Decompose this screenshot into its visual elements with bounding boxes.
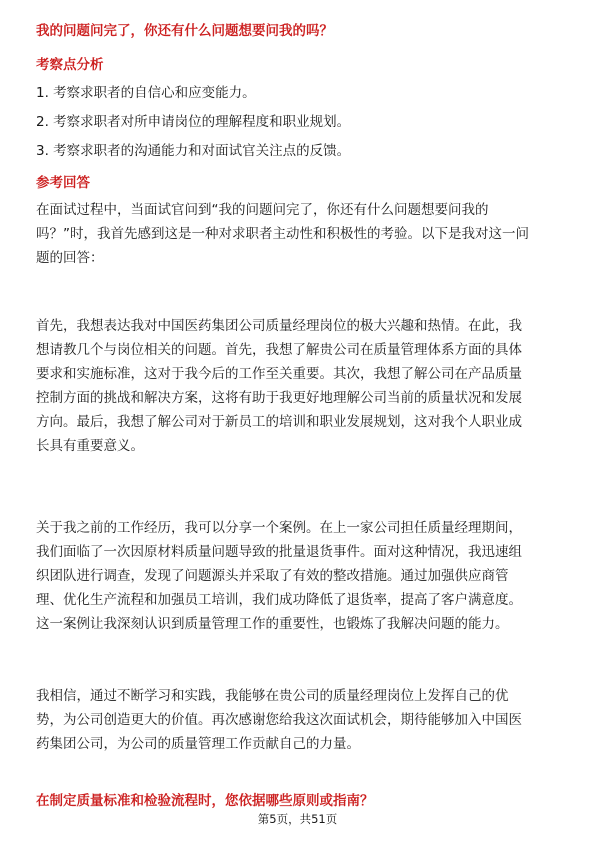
paragraph-line: 要求和实施标准，这对于我今后的工作至关重要。其次，我想了解公司在产品质量 — [36, 366, 522, 382]
paragraph-line: 理、优化生产流程和加强员工培训，我们成功降低了退货率，提高了客户满意度。 — [36, 592, 522, 608]
question-heading: 我的问题问完了，你还有什么问题想要问我的吗？ — [36, 23, 333, 39]
answer-paragraph-questions — [36, 314, 566, 458]
paragraph-line: 关于我之前的工作经历，我可以分享一个案例。在上一家公司担任质量经理期间， — [36, 520, 522, 536]
paragraph-line: 我相信，通过不断学习和实践，我能够在贵公司的质量经理岗位上发挥自己的优 — [36, 688, 509, 704]
paragraph-line: 想请教几个与岗位相关的问题。首先，我想了解贵公司在质量管理体系方面的具体 — [36, 342, 522, 358]
paragraph-line: 织团队进行调查，发现了问题源头并采取了有效的整改措施。通过加强供应商管 — [36, 568, 509, 584]
paragraph-line: 首先，我想表达我对中国医药集团公司质量经理岗位的极大兴趣和热情。在此，我 — [36, 318, 522, 334]
paragraph-line: 在面试过程中，当面试官问到“我的问题问完了，你还有什么问题想要问我的 — [36, 202, 489, 218]
paragraph-line: 控制方面的挑战和解决方案，这将有助于我更好地理解公司当前的质量状况和发展 — [36, 390, 522, 406]
page-number: 第5页，共51页 — [257, 812, 338, 826]
paragraph-line: 长具有重要意义。 — [36, 438, 144, 454]
paragraph-line: 势，为公司创造更大的价值。再次感谢您给我这次面试机会，期待能够加入中国医 — [36, 712, 522, 728]
paragraph-line: 吗？”时，我首先感到这是一种对求职者主动性和积极性的考验。以下是我对这一问 — [36, 226, 529, 242]
analysis-point: 2. 考察求职者对所申请岗位的理解程度和职业规划。 — [36, 114, 351, 130]
answer-title: 参考回答 — [36, 175, 90, 191]
analysis-point: 3. 考察求职者的沟通能力和对面试官关注点的反馈。 — [36, 143, 351, 159]
analysis-title: 考察点分析 — [36, 57, 104, 73]
paragraph-line: 药集团公司，为公司的质量管理工作贡献自己的力量。 — [36, 736, 360, 752]
paragraph-line: 我们面临了一次因原材料质量问题导致的批量退货事件。面对这种情况，我迅速组 — [36, 544, 522, 560]
next-question-heading: 在制定质量标准和检验流程时，您依据哪些原则或指南？ — [36, 793, 374, 809]
paragraph-line: 题的回答： — [36, 250, 104, 266]
analysis-point: 1. 考察求职者的自信心和应变能力。 — [36, 85, 256, 101]
answer-paragraph-intro — [36, 198, 566, 270]
answer-paragraph-experience — [36, 516, 566, 636]
paragraph-line: 这一案例让我深刻认识到质量管理工作的重要性，也锻炼了我解决问题的能力。 — [36, 616, 509, 632]
answer-paragraph-closing — [36, 684, 566, 756]
paragraph-line: 方向。最后，我想了解公司对于新员工的培训和职业发展规划，这对我个人职业成 — [36, 414, 522, 430]
